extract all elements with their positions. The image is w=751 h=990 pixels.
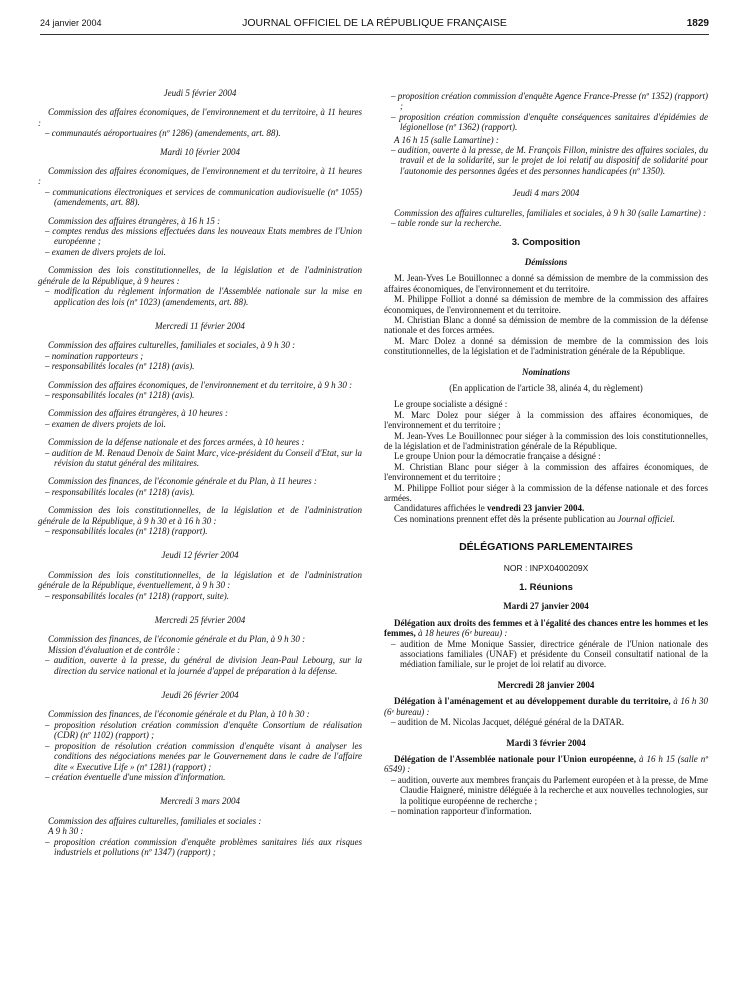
- commission-heading: Commission des affaires culturelles, familiales et sociales :: [48, 815, 262, 826]
- commission-heading: Commission des finances, de l'économie générale et du Plan, à 10 h 30 :: [48, 709, 310, 720]
- agenda-item: – modification du règlement information de l'Assemblée nationale sur la mise en application des lois (nº 1023) (amendements, art. 88).: [45, 286, 362, 307]
- agenda-list: [38, 128, 362, 138]
- paragraph: M. Jean-Yves Le Bouillonnec pour siéger à la commission des lois constitutionnelles, de la législation et de l'administration générale de la République.: [384, 430, 708, 451]
- agenda-item: – responsabilités locales (nº 1218) (rapport, suite).: [45, 590, 229, 601]
- delegation-heading: [384, 618, 708, 639]
- agenda-item: – responsabilités locales (nº 1218) (avis).: [45, 361, 195, 372]
- commission-heading: Commission des affaires économiques, de l'environnement et du territoire, à 11 heures :: [38, 107, 362, 128]
- section-title-delegations: DÉLÉGATIONS PARLEMENTAIRES: [459, 541, 633, 554]
- section-title-composition: 3. Composition: [511, 237, 581, 249]
- agenda-item: – audition de M. Nicolas Jacquet, délégué général de la DATAR.: [391, 717, 624, 728]
- agenda-item: – audition, ouverte à la presse, de M. François Fillon, ministre des affaires sociales, du travail et de la solidarité, sur le projet de loi relatif au dispositif de solidarité pour l'autonomie des personnes âgées et des personnes handicapées (nº 1350).: [391, 145, 708, 176]
- day-heading: Mardi 3 février 2004: [506, 737, 586, 748]
- agenda-list: [384, 145, 708, 176]
- delegation-name: Délégation à l'aménagement et au développement durable du territoire,: [394, 696, 671, 707]
- text-span: Candidatures affichées le: [394, 503, 488, 514]
- agenda-list: [384, 91, 708, 133]
- paragraph: M. Marc Dolez pour siéger à la commission des affaires économiques, de l'environnement et du territoire ;: [384, 409, 708, 431]
- commission-heading: Commission des affaires étrangères, à 16 h 15 :: [48, 215, 221, 226]
- agenda-list: [38, 351, 362, 372]
- time-heading: A 16 h 15 (salle Lamartine) :: [394, 134, 499, 145]
- paragraph: M. Marc Dolez a donné sa démission de membre de la commission des lois constitutionnelles, de la législation et de l'administration générale de la République.: [384, 335, 708, 357]
- day-heading: Mardi 10 février 2004: [160, 146, 240, 157]
- time-heading: A 9 h 30 :: [48, 826, 84, 837]
- agenda-item: – proposition création commission d'enquête Agence France-Presse (nº 1352) (rapport) ;: [391, 91, 708, 112]
- day-heading: Jeudi 4 mars 2004: [512, 188, 580, 199]
- agenda-item: – création éventuelle d'une mission d'information.: [45, 771, 226, 782]
- day-heading: Mercredi 25 février 2004: [154, 615, 246, 626]
- agenda-list: [38, 526, 362, 536]
- commission-heading: Commission des affaires culturelles, familiales et sociales, à 9 h 30 :: [48, 340, 296, 351]
- commission-heading: Commission des lois constitutionnelles, de la législation et de l'administration générale de la République, à 9 h 30 et à 16 h 30 :: [38, 505, 362, 526]
- commission-heading: Commission des affaires économiques, de l'environnement et du territoire, à 11 heures :: [38, 166, 362, 187]
- agenda-item: – proposition création commission d'enquête problèmes sanitaires liés aux risques industriels et pollutions (nº 1347) (rapport) ;: [45, 836, 362, 857]
- paragraph: M. Christian Blanc a donné sa démission de membre de la commission de la défense nationale et des forces armées.: [384, 314, 708, 336]
- page-header: [40, 16, 709, 35]
- agenda-item: – proposition de résolution création commission d'enquête visant à analyser les conditions des négociations menées par le Gouvernement dans le cadre de l'affaire dite « Executive Life » (nº 1281) (rapport) ;: [45, 740, 362, 772]
- agenda-item: – proposition résolution création commission d'enquête Consortium de réalisation (CDR) (nº 1102) (rapport) ;: [45, 719, 362, 741]
- agenda-item: – responsabilités locales (nº 1218) (avis).: [45, 486, 195, 497]
- agenda-list: [38, 591, 362, 601]
- agenda-list: [38, 226, 362, 257]
- nor-reference: NOR : INPX0400209X: [503, 562, 589, 573]
- commission-heading: Commission des lois constitutionnelles, de la législation et de l'administration générale de la République, à 9 heures :: [38, 265, 362, 286]
- agenda-list: [384, 639, 708, 670]
- agenda-list: [38, 419, 362, 429]
- delegation-name: Délégation de l'Assemblée nationale pour l'Union européenne,: [394, 753, 637, 764]
- day-heading: Jeudi 5 février 2004: [163, 88, 237, 98]
- day-heading: Jeudi 12 février 2004: [161, 550, 239, 561]
- paragraph: M. Philippe Folliot a donné sa démission de membre de la commission des affaires économiques, de l'environnement et du territoire.: [384, 294, 708, 315]
- agenda-list: [38, 448, 362, 469]
- commission-heading: Commission des lois constitutionnelles, de la législation et de l'administration générale de la République, éventuellement, à 9 h 30 :: [38, 569, 362, 591]
- agenda-item: – nomination rapporteurs ;: [45, 350, 144, 361]
- agenda-item: – comptes rendus des missions effectuées dans les nouveaux Etats membres de l'Union européenne ;: [45, 226, 362, 247]
- delegation-name: Délégation aux droits des femmes et à l'égalité des chances entre les hommes et les femmes,: [384, 617, 708, 639]
- commission-heading: Commission des affaires économiques, de l'environnement et du territoire, à 9 h 30 :: [48, 379, 353, 390]
- agenda-item: – communautés aéroportuaires (nº 1286) (amendements, art. 88).: [45, 128, 281, 139]
- agenda-item: – nomination rapporteur d'information.: [391, 805, 532, 816]
- paragraph: M. Philippe Folliot pour siéger à la commission de la défense nationale et des forces armées.: [384, 482, 708, 503]
- agenda-list: [38, 390, 362, 400]
- paragraph: Le groupe Union pour la démocratie française a désigné :: [394, 451, 601, 462]
- commission-heading: Commission des affaires culturelles, familiales et sociales, à 9 h 30 (salle Lamartine) :: [394, 207, 707, 218]
- date-span: vendredi 23 janvier 2004.: [487, 503, 585, 514]
- day-heading: Mercredi 3 mars 2004: [159, 796, 241, 807]
- agenda-list: [384, 218, 708, 228]
- agenda-list: [38, 286, 362, 307]
- agenda-item: – audition de Mme Monique Sassier, directrice générale de l'Union nationale des associations familiales (UNAF) et présidente du Conseil consultatif national de la médiation familiale, sur le projet de loi relatif au divorce.: [391, 638, 708, 670]
- agenda-item: – examen de divers projets de loi.: [45, 418, 166, 429]
- agenda-item: – proposition création commission d'enquête conséquences sanitaires d'épidémies de légionellose (nº 1362) (rapport).: [391, 111, 708, 133]
- commission-heading: Commission de la défense nationale et des forces armées, à 10 heures :: [48, 437, 305, 448]
- delegation-heading: [384, 754, 708, 775]
- agenda-list: [38, 655, 362, 676]
- agenda-list: [384, 717, 708, 727]
- paragraph: M. Jean-Yves Le Bouillonnec a donné sa démission de membre de la commission des affaires économiques, de l'environnement et du territoire.: [384, 273, 708, 294]
- agenda-item: – communications électroniques et services de communication audiovisuelle (nº 1055) (amendements, art. 88).: [45, 186, 362, 208]
- delegation-time: à 16 h 15 (salle nº 6549) :: [384, 753, 708, 775]
- day-heading: Mercredi 28 janvier 2004: [497, 679, 595, 690]
- paragraph: M. Christian Blanc pour siéger à la commission des affaires économiques, de l'environnement et du territoire ;: [384, 461, 708, 483]
- right-column: [384, 91, 708, 824]
- left-column: [38, 88, 362, 865]
- agenda-list: [38, 187, 362, 208]
- agenda-item: – responsabilités locales (nº 1218) (avis).: [45, 389, 195, 400]
- nominations-intro: (En application de l'article 38, alinéa 4, du règlement): [449, 382, 643, 393]
- header-title: JOURNAL OFFICIEL DE LA RÉPUBLIQUE FRANÇAISE: [242, 17, 507, 29]
- subsection-title-nominations: Nominations: [521, 366, 570, 377]
- paragraph: [384, 503, 708, 513]
- agenda-list: [38, 720, 362, 782]
- commission-heading: Commission des affaires étrangères, à 10 heures :: [48, 408, 228, 419]
- agenda-list: [384, 775, 708, 817]
- commission-heading: Commission des finances, de l'économie générale et du Plan, à 9 h 30 :: [48, 634, 306, 645]
- section-title-reunions: 1. Réunions: [519, 582, 573, 594]
- agenda-item: – table ronde sur la recherche.: [391, 218, 502, 229]
- journal-span: Journal officiel.: [617, 513, 676, 524]
- commission-heading: Commission des finances, de l'économie générale et du Plan, à 11 heures :: [48, 476, 317, 487]
- header-date: 24 janvier 2004: [40, 18, 102, 28]
- mission-heading: Mission d'évaluation et de contrôle :: [48, 644, 181, 655]
- day-heading: Mardi 27 janvier 2004: [503, 601, 589, 612]
- agenda-item: – audition, ouverte à la presse, du général de division Jean-Paul Lebourg, sur la direction du service national et la journée d'appel de préparation à la défense.: [45, 655, 362, 676]
- agenda-item: – audition, ouverte aux membres français du Parlement européen et à la presse, de Mme Claudie Haigneré, ministre déléguée à la recherche et aux nouvelles technologies, sur la politique européenne de recherche ;: [391, 774, 708, 806]
- agenda-item: – examen de divers projets de loi.: [45, 246, 166, 257]
- delegation-heading: [384, 696, 708, 717]
- delegation-time: à 18 heures (6ᵉ bureau) :: [415, 628, 508, 639]
- subsection-title-demissions: Démissions: [524, 256, 568, 267]
- day-heading: Jeudi 26 février 2004: [161, 690, 239, 701]
- day-heading: Mercredi 11 février 2004: [155, 320, 245, 331]
- text-span: Ces nominations prennent effet dès la présente publication au: [394, 513, 618, 524]
- agenda-list: [38, 487, 362, 497]
- agenda-list: [38, 837, 362, 858]
- paragraph: [384, 514, 708, 524]
- agenda-item: – responsabilités locales (nº 1218) (rapport).: [45, 526, 208, 536]
- page-number: 1829: [686, 18, 709, 29]
- delegation-time: à 16 h 30 (6ᵉ bureau) :: [384, 696, 709, 717]
- agenda-item: – audition de M. Renaud Denoix de Saint Marc, vice-président du Conseil d'Etat, sur la révision du statut général des militaires.: [45, 447, 362, 468]
- paragraph: Le groupe socialiste a désigné :: [394, 399, 508, 410]
